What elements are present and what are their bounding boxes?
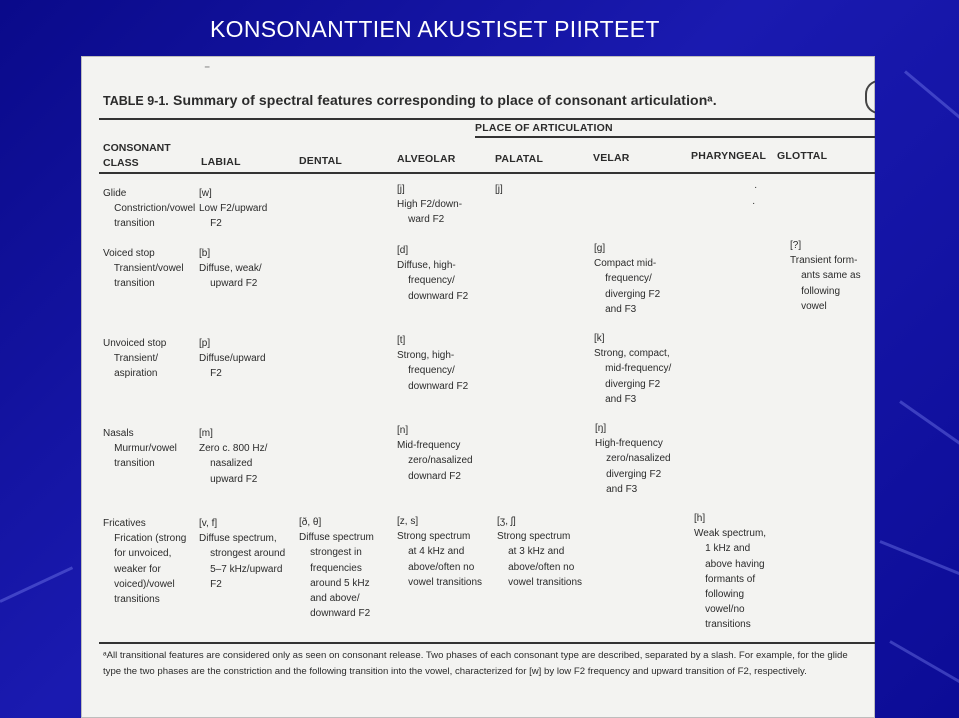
cell-voiced-stop-labial: [b] Diffuse, weak/ upward F2 [199,248,262,290]
scan-dot: · [754,182,758,193]
table-number: TABLE 9-1. [103,94,169,108]
column-header-velar: VELAR [593,152,630,164]
cell-voiced-stop-alveolar: [d] Diffuse, high- frequency/ downward F2 [397,245,469,302]
cell-nasals-velar: [ŋ] High-frequency zero/nasalized diverging F2 and F3 [595,423,671,495]
cell-unvoiced-stop-alveolar: [t] Strong, high- frequency/ downward F2 [397,335,469,392]
column-header-glottal: GLOTTAL [777,150,828,162]
scan-dot: · [752,198,756,209]
decorative-stripe [899,400,959,454]
cell-glide-palatal: [j] [495,184,503,195]
column-header-alveolar: ALVEOLAR [397,153,456,165]
table-footnote [103,648,875,680]
footnote-line-2: type the two phases are the constriction and the following transition into the vowel, characterized for [w] by low F2 frequency and upward transition of F2, respectively. [103,666,807,677]
row-class-glide: Glide Constriction/vowel transition [103,188,196,230]
rule-bottom [99,642,875,644]
rule-column-headers [99,172,875,174]
cell-nasals-labial: [m] Zero c. 800 Hz/ nasalized upward F2 [199,428,268,485]
column-header-pharyngeal: PHARYNGEAL [691,150,767,162]
consonant-class-header-line2: CLASS [103,157,139,169]
cell-fricatives-palatal: [ʒ, ʃ] Strong spectrum at 3 kHz and above/often no vowel transitions [497,516,583,588]
rule-top [99,118,875,120]
table-title: Summary of spectral features corresponding to place of consonant articulationᵃ. [173,92,717,108]
consonant-class-header-line1: CONSONANT [103,142,171,154]
row-class-fricatives: Fricatives Frication (strong for unvoiced, weaker for voiced)/vowel transitions [103,518,187,606]
cell-fricatives-labial: [v, f] Diffuse spectrum, strongest around 5–7 kHz/upward F2 [199,518,286,590]
cell-nasals-alveolar: [n] Mid-frequency zero/nasalized downard F2 [397,425,473,482]
row-class-voiced-stop: Voiced stop Transient/vowel transition [103,248,184,290]
cell-voiced-stop-glottal: [?] Transient form- ants same as following vowel [790,240,861,312]
decorative-stripe [904,70,959,130]
place-of-articulation-header: PLACE OF ARTICULATION [475,122,613,134]
decorative-stripe [889,640,959,688]
cell-unvoiced-stop-velar: [k] Strong, compact, mid-frequency/ diverging F2 and F3 [594,333,672,405]
cell-glide-alveolar: [j] High F2/down- ward F2 [397,184,463,226]
cell-fricatives-pharyngeal: [h] Weak spectrum, 1 kHz and above having formants of following vowel/no transitions [694,513,767,631]
row-class-nasals: Nasals Murmur/vowel transition [103,428,177,470]
scan-bracket-mark [865,80,875,114]
cell-unvoiced-stop-labial: [p] Diffuse/upward F2 [199,338,266,380]
decorative-stripe [879,540,959,584]
column-header-labial: LABIAL [201,156,241,168]
cell-glide-labial: [w] Low F2/upward F2 [199,188,268,230]
cell-voiced-stop-velar: [g] Compact mid- frequency/ diverging F2 and F3 [594,243,661,315]
footnote-line-1: ᵃAll transitional features are considered only as seen on consonant release. Two phases of each consonant type are described, separated by a slash. For example, for the glide [103,650,848,661]
scanned-table-page [81,56,875,718]
row-class-unvoiced-stop: Unvoiced stop Transient/ aspiration [103,338,167,380]
decorative-stripe [0,566,73,603]
slide-title: KONSONANTTIEN AKUSTISET PIIRTEET [210,16,660,42]
rule-place-header [475,136,875,138]
cell-fricatives-dental: [ð, θ] Diffuse spectrum strongest in frequencies around 5 kHz and above/ downward F2 [299,517,374,620]
column-header-dental: DENTAL [299,155,343,167]
column-header-palatal: PALATAL [495,153,544,165]
cell-fricatives-alveolar: [z, s] Strong spectrum at 4 kHz and above/often no vowel transitions [397,516,483,588]
scan-mark: ⁻ [204,62,211,76]
